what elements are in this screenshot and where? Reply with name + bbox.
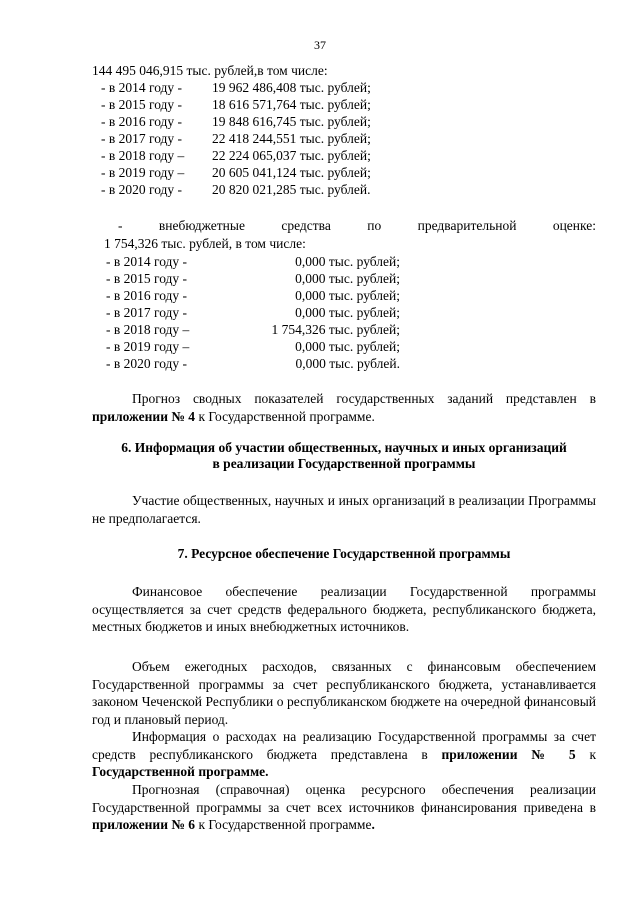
extrabudget-row-amount: 0,000 тыс. рублей. (295, 356, 400, 371)
extrabudget-row-year: - в 2016 году - (106, 288, 188, 303)
forecast-text: Прогноз сводных показателей государственных заданий представлен в (132, 391, 596, 406)
section7-paragraph-annual-expenses: Объем ежегодных расходов, связанных с финансовым обеспечением Государственной программы за счет республиканского бюджета, устанавливается законом Чеченской Республики о республиканском бюджете на очередной финансовый год и плановый период. (92, 659, 596, 727)
budget-row-amount: 22 418 244,551 тыс. рублей; (212, 131, 371, 146)
para4-text-end: к Государственной программе (195, 817, 372, 832)
para3-text: Информация о расходах на реализацию Государственной программы за счет средств республиканского бюджета представлена в (92, 729, 596, 762)
extrabudget-row-amount: 0,000 тыс. рублей; (295, 254, 400, 269)
section7-paragraph-financing: Финансовое обеспечение реализации Государственной программы осуществляется за счет средств федерального бюджета, республиканского бюджета, местных бюджетов и иных внебюджетных источников. (92, 584, 596, 634)
extrabudget-intro: - внебюджетные средства по предварительной оценке: (118, 218, 596, 233)
budget-row-year: - в 2017 году - (101, 131, 183, 146)
extrabudget-row-year: - в 2014 году - (106, 254, 188, 269)
extrabudget-row-amount: 0,000 тыс. рублей; (295, 305, 400, 320)
section6-heading-line2: в реализации Государственной программы (212, 456, 476, 471)
forecast-paragraph (92, 390, 596, 425)
budget-row-year: - в 2015 году - (101, 97, 183, 112)
program-ref-bold: Государственной программе. (92, 764, 269, 779)
para4-end-period: . (371, 817, 375, 832)
para3-connector: к (575, 746, 596, 762)
page-number: 37 (314, 38, 326, 52)
budget-row-year: - в 2019 году – (101, 165, 185, 180)
budget-row-year: - в 2014 году - (101, 80, 183, 95)
extrabudget-row-amount: 0,000 тыс. рублей; (295, 271, 400, 286)
budget-row-year: - в 2020 году - (101, 182, 183, 197)
budget-row-amount: 18 616 571,764 тыс. рублей; (212, 97, 371, 112)
extrabudget-row-year: - в 2020 году - (106, 356, 188, 371)
section7-paragraph-expenses-info (92, 728, 596, 781)
budget-row-amount: 22 224 065,037 тыс. рублей; (212, 148, 371, 163)
section6-paragraph: Участие общественных, научных и иных организаций в реализации Программы не предполагается. (92, 493, 596, 526)
forecast-text-end: к Государственной программе. (195, 408, 375, 424)
budget-row-amount: 19 848 616,745 тыс. рублей; (212, 114, 371, 129)
budget-row-amount: 20 605 041,124 тыс. рублей; (212, 165, 371, 180)
budget-total: 144 495 046,915 тыс. рублей,в том числе: (92, 63, 328, 78)
extrabudget-total: 1 754,326 тыс. рублей, в том числе: (104, 236, 306, 251)
forecast-appendix-ref: приложении № 4 (92, 408, 196, 424)
budget-row-amount: 20 820 021,285 тыс. рублей. (212, 182, 371, 197)
appendix5-ref: приложении № 5 (441, 746, 576, 762)
section7-heading: 7. Ресурсное обеспечение Государственной программы (177, 546, 511, 561)
extrabudget-row-amount: 0,000 тыс. рублей; (295, 339, 400, 354)
section6-heading (92, 440, 596, 472)
extrabudget-row-year: - в 2015 году - (106, 271, 188, 286)
budget-row-amount: 19 962 486,408 тыс. рублей; (212, 80, 371, 95)
extrabudget-row-amount: 1 754,326 тыс. рублей; (271, 322, 400, 337)
appendix6-ref: приложении № 6 (92, 817, 196, 832)
section6-heading-line1: 6. Информация об участии общественных, научных и иных организаций (121, 440, 567, 455)
para4-text: Прогнозная (справочная) оценка ресурсного обеспечения реализации Государственной программы за счет всех источников финансирования приведена в (92, 782, 596, 815)
extrabudget-row-year: - в 2018 году – (106, 322, 190, 337)
budget-row-year: - в 2016 году - (101, 114, 183, 129)
budget-row-year: - в 2018 году – (101, 148, 185, 163)
extrabudget-row-year: - в 2019 году – (106, 339, 190, 354)
extrabudget-row-year: - в 2017 году - (106, 305, 188, 320)
extrabudget-row-amount: 0,000 тыс. рублей; (295, 288, 400, 303)
section7-paragraph-forecast-estimate (92, 781, 596, 834)
